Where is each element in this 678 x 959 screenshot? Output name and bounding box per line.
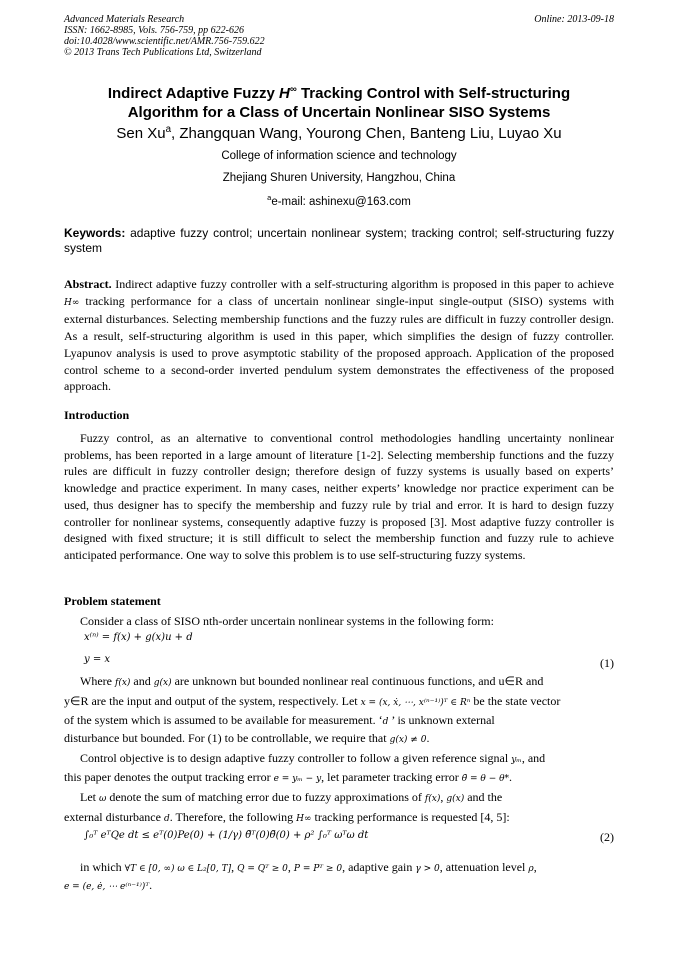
equation-1b: y = x — [84, 654, 111, 665]
affiliation-line-2: Zhejiang Shuren University, Hangzhou, China — [222, 172, 456, 184]
doi: doi:10.4028/www.scientific.net/AMR.756-759.622 — [64, 36, 265, 47]
paper-title: Indirect Adaptive Fuzzy H∞ Tracking Control with Self-structuring Algorithm for a Class of Uncertain Nonlinear SISO Systems — [64, 80, 614, 122]
text-line: of the system which is assumed to be available for measurement. ‘d ’ is unknown external — [64, 713, 495, 727]
text-line: y∈R are the input and output of the system, respectively. Let x = (x, ẋ, ⋯, x⁽ⁿ⁻¹⁾)ᵀ ∈ Rⁿ be the state vector — [64, 694, 561, 708]
online-date: Online: 2013-09-18 — [534, 14, 614, 25]
abstract: Abstract. Indirect adaptive fuzzy controller with a self-structuring algorithm is proposed in this paper to achieve H∞ tracking performance for a class of uncertain nonlinear single-input single-output (SISO) systems with external disturbances. Selecting membership functions and the fuzzy rules are difficult in fuzzy controller design. As a result, self-structuring algorithm is used in this paper, which simplifies the design of fuzzy controller. Lyapunov analysis is used to prove asymptotic stability of the proposed approach. Application of the proposed control scheme to a second-order inverted pendulum system demonstrates the effectiveness of the proposed approach. — [64, 277, 614, 394]
introduction-text: Fuzzy control, as an alternative to conventional control methodologies handling uncertainty nonlinear problems, has been reported in a large amount of literature [1-2]. Selecting membership functions and the fuzzy rules are difficult in fuzzy controller design; therefore design of fuzzy systems is usually based on experts’ knowledge and practice experiment. In many cases, neither experts’ knowledge nor practice experiment can be used, thus designer has to specify the membership and fuzzy rule by trial and error. It is hard to design fuzzy controller for nonlinear systems, consequently adaptive fuzzy is proposed [3]. Most adaptive fuzzy controller is designed with fixed structure; it is still difficult to select the membership function and fuzzy rule to achieve anticipated performance. One way to solve this problem is to use self-structuring fuzzy systems. — [64, 431, 614, 562]
keywords-text: adaptive fuzzy control; uncertain nonlinear system; tracking control; self-structuring fuzzy system — [64, 226, 614, 255]
affiliation-line-1: College of information science and technology — [221, 150, 457, 162]
author-list: Sen Xu$^a$, Zhangquan Wang, Yourong Chen, Banteng Liu, Luyao Xu — [116, 124, 562, 142]
issn: ISSN: 1662-8985, Vols. 756-759, pp 622-626 — [64, 25, 244, 36]
equation-1-number: (1) — [600, 656, 614, 670]
text-line: disturbance but bounded. For (1) to be controllable, we require that g(x) ≠ 0. — [64, 731, 430, 745]
section-heading-problem: Problem statement — [64, 594, 161, 608]
text-line: e = (e, ė, ⋯ e⁽ⁿ⁻¹⁾)ᵀ. — [64, 878, 153, 892]
copyright: © 2013 Trans Tech Publications Ltd, Switzerland — [64, 47, 262, 58]
problem-intro: Consider a class of SISO nth-order uncertain nonlinear systems in the following form: — [80, 614, 494, 628]
text-line: external disturbance d. Therefore, the following H∞ tracking performance is requested [4, 5]: — [64, 810, 510, 824]
text-line: in which ∀T ∈ [0, ∞) ω ∈ L₂[0, T], Q = Qᵀ ≥ 0, P = Pᵀ ≥ 0, adaptive gain γ > 0, attenuation level ρ, — [80, 860, 537, 874]
keywords — [64, 226, 614, 256]
equation-2: ∫₀ᵀ eᵀQe dt ≤ eᵀ(0)Pe(0) + (1/γ) θ̃ᵀ(0)θ̃(0) + ρ² ∫₀ᵀ ωᵀω dt — [84, 830, 369, 841]
keywords-label: Keywords: — [64, 226, 126, 240]
equation-2-number: (2) — [600, 830, 614, 844]
text-line: Where f(x) and g(x) are unknown but bounded nonlinear real continuous functions, and u∈R and — [80, 674, 544, 688]
text-line: Let ω denote the sum of matching error due to fuzzy approximations of f(x), g(x) and the — [80, 790, 503, 804]
title-line-2: Algorithm for a Class of Uncertain Nonlinear SISO Systems — [127, 104, 551, 121]
text-line: Control objective is to design adaptive fuzzy controller to follow a given reference signal yₘ, and — [80, 751, 546, 765]
equation-1a: x⁽ⁿ⁾ = f(x) + g(x)u + d — [84, 632, 193, 643]
abstract-label: Abstract. — [64, 277, 112, 291]
section-heading-introduction: Introduction — [64, 408, 130, 422]
affiliation-email: $^a$e-mail: ashinexu@163.com — [267, 193, 411, 208]
journal-header — [64, 14, 265, 58]
journal-name: Advanced Materials Research — [64, 14, 185, 25]
text-line: this paper denotes the output tracking error e = yₘ − y, let parameter tracking error θ̃ = θ − θ*. — [64, 770, 513, 784]
